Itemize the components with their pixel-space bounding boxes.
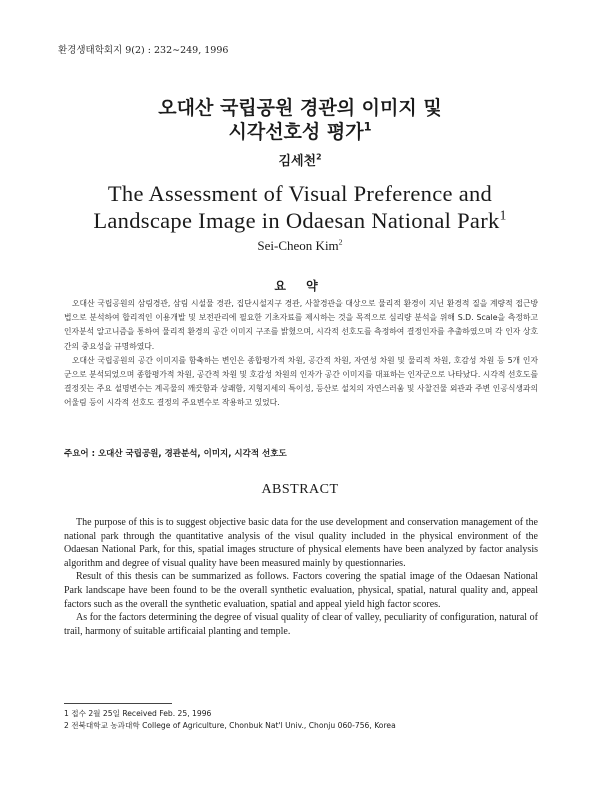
english-abstract-paragraph: Result of this thesis can be summarized as follows. Factors covering the spatial image of the Odaesan National Park landscape have been found to be the overall synthetic evaluation, physical, spatial, natural quality and, appeal factors such as the overall the synthetic evaluation, spatial and appeal yield high factor scores.: [64, 571, 538, 610]
english-title: [0, 180, 600, 234]
english-author-footnote-mark: 2: [338, 237, 343, 247]
korean-author-footnote-mark: 2: [316, 152, 322, 162]
footnote-1: 1 접수 2월 25일 Received Feb. 25, 1996: [64, 709, 212, 718]
korean-title: [0, 96, 600, 144]
footnote-divider: [64, 703, 172, 704]
korean-abstract-paragraph: 오대산 국립공원의 삼림경관, 삼림 시설물 경관, 집단시설지구 경관, 사찰경관을 대상으로 물리적 환경이 지닌 환경적 질을 계량적 접근방법으로 분석하여 합리적인 이용개발 및 보전관리에 필요한 기초자료를 제시하는 것을 목적으로 심리량 분석을 위해 S.D. Scale을 측정하고 인자분석 알고니즘을 통하여 물리적 환경의 공간 이미지 구조를 밝혔으며, 시각적 선호도를 측정하여 결정인자를 추출하였으며 각 인자 상호간의 중요성을 규명하였다.: [64, 299, 538, 351]
english-author: [0, 238, 600, 254]
korean-title-line2: [0, 120, 600, 144]
journal-header: 환경생태학회지 9(2) : 232∼249, 1996: [58, 45, 229, 56]
korean-title-line1: 오대산 국립공원 경관의 이미지 및: [158, 97, 442, 119]
english-author-name: Sei-Cheon Kim: [257, 238, 339, 253]
korean-author-name: 김세천: [278, 154, 317, 169]
footnotes: [64, 708, 396, 732]
korean-title-footnote-mark: 1: [363, 119, 372, 134]
korean-abstract: [64, 297, 538, 411]
korean-abstract-paragraph: 오대산 국립공원의 공간 이미지를 함축하는 변인은 종합평가적 차원, 공간적 차원, 자연성 차원 및 물리적 차원, 호감성 차원 등 5개 인자군으로 분석되었으며 종합평가적 차원, 공간적 차원 및 호감성 차원의 인자가 공간 이미지를 대표하는 인자군으로 나타났다. 시각적 선호도를 결정짓는 주요 설명변수는 계곡물의 깨끗함과 상쾌함, 지형지세의 특이성, 등산로 설치의 자연스러움 및 사찰건물 외관과 주변 인공식생과의 어울림 등이 시각적 선호도 결정의 주요변수로 작용하고 있었다.: [64, 355, 538, 408]
english-title-line1: The Assessment of Visual Preference and: [107, 181, 493, 206]
english-title-footnote-mark: 1: [499, 207, 507, 223]
korean-author: [0, 150, 600, 169]
english-title-line2-text: Landscape Image in Odaesan National Park: [93, 208, 500, 233]
abstract-heading: ABSTRACT: [261, 482, 339, 497]
english-abstract-paragraph: The purpose of this is to suggest objective basic data for the use development and conservation management of the national park through the quantitative analysis of the visul quality included in the physical environment of the Odaesan National Park, for this, spatial images structure of physical elements have been analyzed by factor analysis algorithm and degree of visual quality have been measured mainly by questionnaries.: [64, 517, 538, 569]
footnote-2: 2 전북대학교 농과대학 College of Agriculture, Chonbuk Nat'l Univ., Chonju 060-756, Korea: [64, 721, 396, 730]
keywords: 주요어 : 오대산 국립공원, 경관분석, 이미지, 시각적 선호도: [64, 449, 287, 459]
english-abstract-paragraph: As for the factors determining the degree of visual quality of clear of valley, peculiarity of configuration, natural of trail, harmony of suitable artificaial planting and temple.: [64, 612, 538, 637]
korean-title-line2-text: 시각선호성 평가: [228, 121, 364, 143]
korean-abstract-heading: 요 약: [274, 279, 326, 293]
english-title-line2: [0, 207, 600, 234]
english-abstract: [64, 516, 538, 638]
